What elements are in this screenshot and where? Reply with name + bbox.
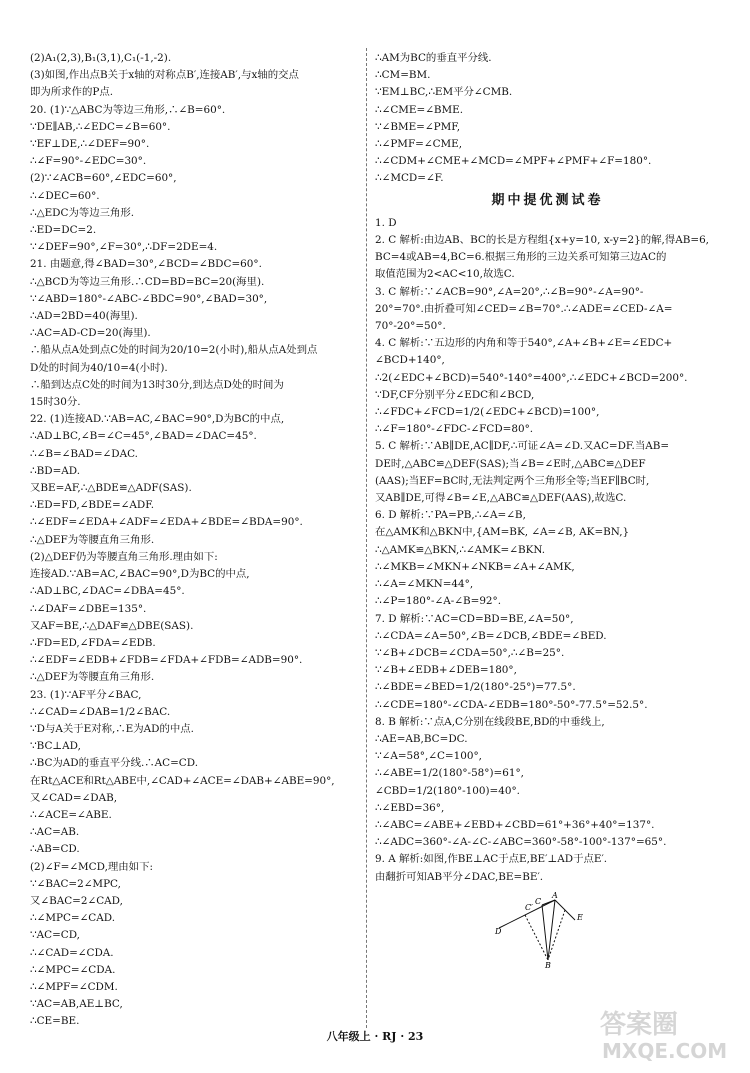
left-line: (2)△DEF仍为等腰直角三角形.理由如下: — [30, 550, 218, 563]
fig-line-be-prime — [525, 915, 548, 960]
left-line: D处的时间为40/10=4(小时). — [30, 361, 168, 374]
left-line: 在Rt△ACE和Rt△ABE中,∠CAD+∠ACE=∠DAB+∠ABE=90°, — [30, 774, 335, 787]
right-bottom-line: 70°-20°=50°. — [375, 320, 446, 333]
right-bottom-line: 3. C 解析:∵∠ACB=90°,∠A=20°,∴∠B=90°-∠A=90°- — [375, 285, 644, 298]
left-line: ∵∠BAC=2∠MPC, — [30, 877, 121, 890]
right-bottom-line: ∴∠BDE=∠BED=1/2(180°-25°)=77.5°. — [375, 681, 576, 694]
left-line: ∵∠DEF=90°,∠F=30°,∴DF=2DE=4. — [30, 241, 218, 254]
right-bottom-line: 4. C 解析:∵五边形的内角和等于540°,∠A+∠B+∠E=∠EDC+ — [375, 337, 673, 350]
left-line: ∴∠EDF=∠EDA+∠ADF=∠EDA+∠BDE=∠BDA=90°. — [30, 516, 303, 529]
left-line: (2)∵∠ACB=60°,∠EDC=60°, — [30, 172, 177, 185]
left-column — [30, 50, 360, 1031]
left-line: ∴FD=ED,∠FDA=∠EDB. — [30, 636, 156, 649]
right-bottom-line: ∴∠A=∠MKN=44°, — [375, 578, 474, 591]
right-bottom-line: ∴∠EBD=36°, — [375, 801, 445, 814]
left-line: ∴船到达点C处的时间为13时30分,到达点D处的时间为 — [30, 378, 284, 391]
right-column — [375, 50, 720, 971]
right-bottom-line: ∴∠ADC=360°-∠A-∠C-∠ABC=360°-58°-100°-137°=65°. — [375, 836, 667, 849]
fig-label-e: E — [577, 912, 583, 922]
left-line: ∴∠DAF=∠DBE=135°. — [30, 602, 147, 615]
right-bottom-line: ∵∠B+∠DCB=∠CDA=50°,∴∠B=25°. — [375, 646, 565, 659]
left-line: 23. (1)∵AF平分∠BAC, — [30, 688, 142, 701]
left-line: ∵D与A关于E对称,∴E为AD的中点. — [30, 722, 194, 735]
fig-label-d: D — [495, 926, 502, 936]
left-line: ∵BC⊥AD, — [30, 740, 81, 753]
left-line: 15时30分. — [30, 396, 81, 409]
fig-label-c: C — [535, 896, 542, 906]
left-line: ∴∠B=∠BAD=∠DAC. — [30, 447, 138, 460]
left-line: 又∠BAC=2∠CAD, — [30, 894, 123, 907]
right-bottom-line: ∴∠F=180°-∠FDC-∠FCD=80°. — [375, 423, 534, 436]
right-top-line: ∵∠BME=∠PMF, — [375, 120, 461, 133]
right-top-line: ∴∠CME=∠BME. — [375, 103, 464, 116]
left-line: ∴CE=BE. — [30, 1015, 80, 1028]
right-bottom-line: 20°=70°.由折叠可知∠CED=∠B=70°.∴∠ADE=∠CED-∠A= — [375, 302, 673, 315]
right-bottom-line: ∴∠P=180°-∠A-∠B=92°. — [375, 595, 502, 608]
left-line: 又∠CAD=∠DAB, — [30, 791, 118, 804]
left-line: ∴AC=AB. — [30, 826, 80, 839]
page-footer: 八年级上 · RJ · 23 — [326, 1030, 424, 1043]
right-bottom-line: ∴△AMK≌△BKN,∴∠AMK=∠BKN. — [375, 543, 546, 556]
left-line: 即为所求作的P点. — [30, 86, 114, 99]
fig-line-ac — [542, 900, 555, 905]
left-line: ∴AD⊥BC,∠B=∠C=45°,∠BAD=∠DAC=45°. — [30, 430, 257, 443]
left-line: ∵AC=AB,AE⊥BC, — [30, 998, 123, 1011]
fig-label-c-prime: C′ — [525, 902, 533, 912]
left-line: (2)∠F=∠MCD,理由如下: — [30, 860, 153, 873]
fig-label-a: A — [552, 890, 558, 900]
right-bottom-line: (AAS);当EF=BC时,无法判定两个三角形全等;当EF∥BC时, — [375, 474, 650, 487]
left-line: 21. 由题意,得∠BAD=30°,∠BCD=∠BDC=60°. — [30, 258, 262, 271]
right-bottom-line: 1. D — [375, 216, 397, 229]
right-bottom-line: BC=4或AB=4,BC=6.根据三角形的三边关系可知第三边AC的 — [375, 251, 667, 264]
right-bottom-line: ∴∠MKB=∠MKN+∠NKB=∠A+∠AMK, — [375, 560, 575, 573]
left-line: ∴ED=FD,∠BDE=∠ADF. — [30, 499, 155, 512]
left-line: ∴ED=DC=2. — [30, 224, 97, 237]
left-line: 20. (1)∵△ABC为等边三角形,∴∠B=60°. — [30, 103, 226, 116]
right-top-line: ∵EM⊥BC,∴EM平分∠CMB. — [375, 86, 513, 99]
right-bottom-line: 7. D 解析:∵AC=CD=BD=BE,∠A=50°, — [375, 612, 574, 625]
left-line: ∵∠ABD=180°-∠ABC-∠BDC=90°,∠BAD=30°, — [30, 292, 268, 305]
watermark-line2: MXQE.COM — [602, 1039, 728, 1063]
fig-label-b: B — [545, 960, 551, 970]
right-bottom-line: ∠BCD+140°, — [375, 354, 445, 367]
right-bottom-line: 在△AMK和△BKN中,{AM=BK, ∠A=∠B, AK=BN,} — [375, 526, 630, 539]
right-bottom-line: ∴AE=AB,BC=DC. — [375, 732, 468, 745]
right-top-block — [375, 50, 720, 188]
left-line: (3)如图,作出点B关于x轴的对称点B′,连接AB′,与x轴的交点 — [30, 69, 299, 82]
left-line: ∴∠EDF=∠EDB+∠FDB=∠FDA+∠FDB=∠ADB=90°. — [30, 654, 303, 667]
right-top-line: ∴∠PMF=∠CME, — [375, 138, 463, 151]
left-line: 又AF=BE,∴△DAF≌△DBE(SAS). — [30, 619, 194, 632]
right-bottom-line: ∴∠CDA=∠A=50°,∠B=∠DCB,∠BDE=∠BED. — [375, 629, 607, 642]
right-bottom-line: 2. C 解析:由边AB、BC的长是方程组{x+y=10, x-y=2}的解,得AB=6, — [375, 234, 709, 247]
left-line: ∴∠ACE=∠ABE. — [30, 808, 112, 821]
watermark-logo — [592, 1003, 742, 1063]
section-title: 期中提优测试卷 — [491, 192, 604, 208]
left-line: ∴BD=AD. — [30, 464, 81, 477]
fig-line-cb — [542, 905, 548, 960]
left-line: ∴△DEF为等腰直角三角形. — [30, 671, 155, 684]
left-line: ∴△DEF为等腰直角三角形. — [30, 533, 155, 546]
left-line: 22. (1)连接AD.∵AB=AC,∠BAC=90°,D为BC的中点, — [30, 413, 285, 426]
right-bottom-block — [375, 215, 720, 886]
left-line: ∴船从点A处到点C处的时间为20/10=2(小时),船从点A处到点 — [30, 344, 318, 357]
right-bottom-line: 又AB∥DE,可得∠B=∠E,△ABC≌△DEF(AAS),故选C. — [375, 492, 627, 505]
left-line: ∴∠F=90°-∠EDC=30°. — [30, 155, 147, 168]
right-top-line: ∴∠CDM+∠CME+∠MCD=∠MPF+∠PMF+∠F=180°. — [375, 155, 652, 168]
right-bottom-line: ∴∠ABE=1/2(180°-58°)=61°, — [375, 767, 524, 780]
right-bottom-line: ∵∠A=58°,∠C=100°, — [375, 750, 482, 763]
left-line: ∴AB=CD. — [30, 843, 80, 856]
left-line: 又BE=AF,∴△BDE≌△ADF(SAS). — [30, 482, 192, 495]
left-line: ∵EF⊥DE,∴∠DEF=90°. — [30, 138, 150, 151]
left-line: ∴∠MPF=∠CDM. — [30, 980, 118, 993]
right-top-line: ∴AM为BC的垂直平分线. — [375, 52, 492, 64]
right-bottom-line: DE时,△ABC≌△DEF(SAS);当∠B=∠E时,△ABC≌△DEF — [375, 457, 646, 470]
right-bottom-line: ∠CBD=1/2(180°-100)=40°. — [375, 784, 520, 797]
right-bottom-line: 取值范围为2<AC<10,故选C. — [375, 268, 515, 281]
right-bottom-line: 由翻折可知AB平分∠DAC,BE=BE′. — [375, 870, 544, 883]
left-line: ∴∠CAD=∠CDA. — [30, 946, 114, 959]
left-line: ∵AC=CD, — [30, 929, 80, 942]
right-bottom-line: 9. A 解析:如图,作BE⊥AC于点E,BE′⊥AD于点E′. — [375, 853, 608, 866]
column-divider — [366, 48, 367, 1028]
left-line: (2)A₁(2,3),B₁(3,1),C₁(-1,-2). — [30, 52, 172, 64]
left-line: ∴AC=AD-CD=20(海里). — [30, 327, 151, 340]
right-bottom-line: 5. C 解析:∵AB∥DE,AC∥DF,∴可证∠A=∠D.又AC=DF.当AB= — [375, 440, 670, 453]
right-bottom-line: 8. B 解析:∵点A,C分别在线段BE,BD的中垂线上, — [375, 715, 605, 728]
left-line: ∴AD⊥BC,∠DAC=∠DBA=45°. — [30, 585, 185, 598]
right-bottom-line: ∴∠ABC=∠ABE+∠EBD+∠CBD=61°+36°+40°=137°. — [375, 818, 655, 831]
geometry-figure — [495, 890, 595, 970]
left-line: ∴BC为AD的垂直平分线.∴AC=CD. — [30, 757, 199, 770]
right-bottom-line: ∴2(∠EDC+∠BCD)=540°-140°=400°,∴∠EDC+∠BCD=200°. — [375, 371, 688, 384]
right-bottom-line: ∵∠B+∠EDB+∠DEB=180°, — [375, 664, 517, 677]
right-bottom-line: ∴∠CDE=180°-∠CDA-∠EDB=180°-50°-77.5°=52.5°. — [375, 698, 648, 711]
left-line: ∴△BCD为等边三角形.∴CD=BD=BC=20(海里). — [30, 275, 265, 288]
fig-line-ab — [548, 900, 555, 960]
watermark-line1: 答案圈 — [600, 1010, 679, 1040]
left-line: ∴△EDC为等边三角形. — [30, 206, 135, 219]
left-line: ∴∠DEC=60°. — [30, 189, 100, 202]
right-bottom-line: 6. D 解析:∵PA=PB,∴∠A=∠B, — [375, 509, 526, 522]
left-line: ∴∠CAD=∠DAB=1/2∠BAC. — [30, 705, 171, 718]
right-top-line: ∴∠MCD=∠F. — [375, 172, 444, 185]
right-top-line: ∴CM=BM. — [375, 69, 431, 82]
left-line: ∴AD=2BD=40(海里). — [30, 310, 138, 323]
right-bottom-line: ∵DF,CF分别平分∠EDC和∠BCD, — [375, 388, 535, 401]
left-line: 连接AD.∵AB=AC,∠BAC=90°,D为BC的中点, — [30, 568, 250, 581]
left-line: ∵DE∥AB,∴∠EDC=∠B=60°. — [30, 120, 171, 133]
right-bottom-line: ∴∠FDC+∠FCD=1/2(∠EDC+∠BCD)=100°, — [375, 406, 600, 419]
left-line: ∴∠MPC=∠CDA. — [30, 963, 116, 976]
left-line: ∴∠MPC=∠CAD. — [30, 912, 116, 925]
